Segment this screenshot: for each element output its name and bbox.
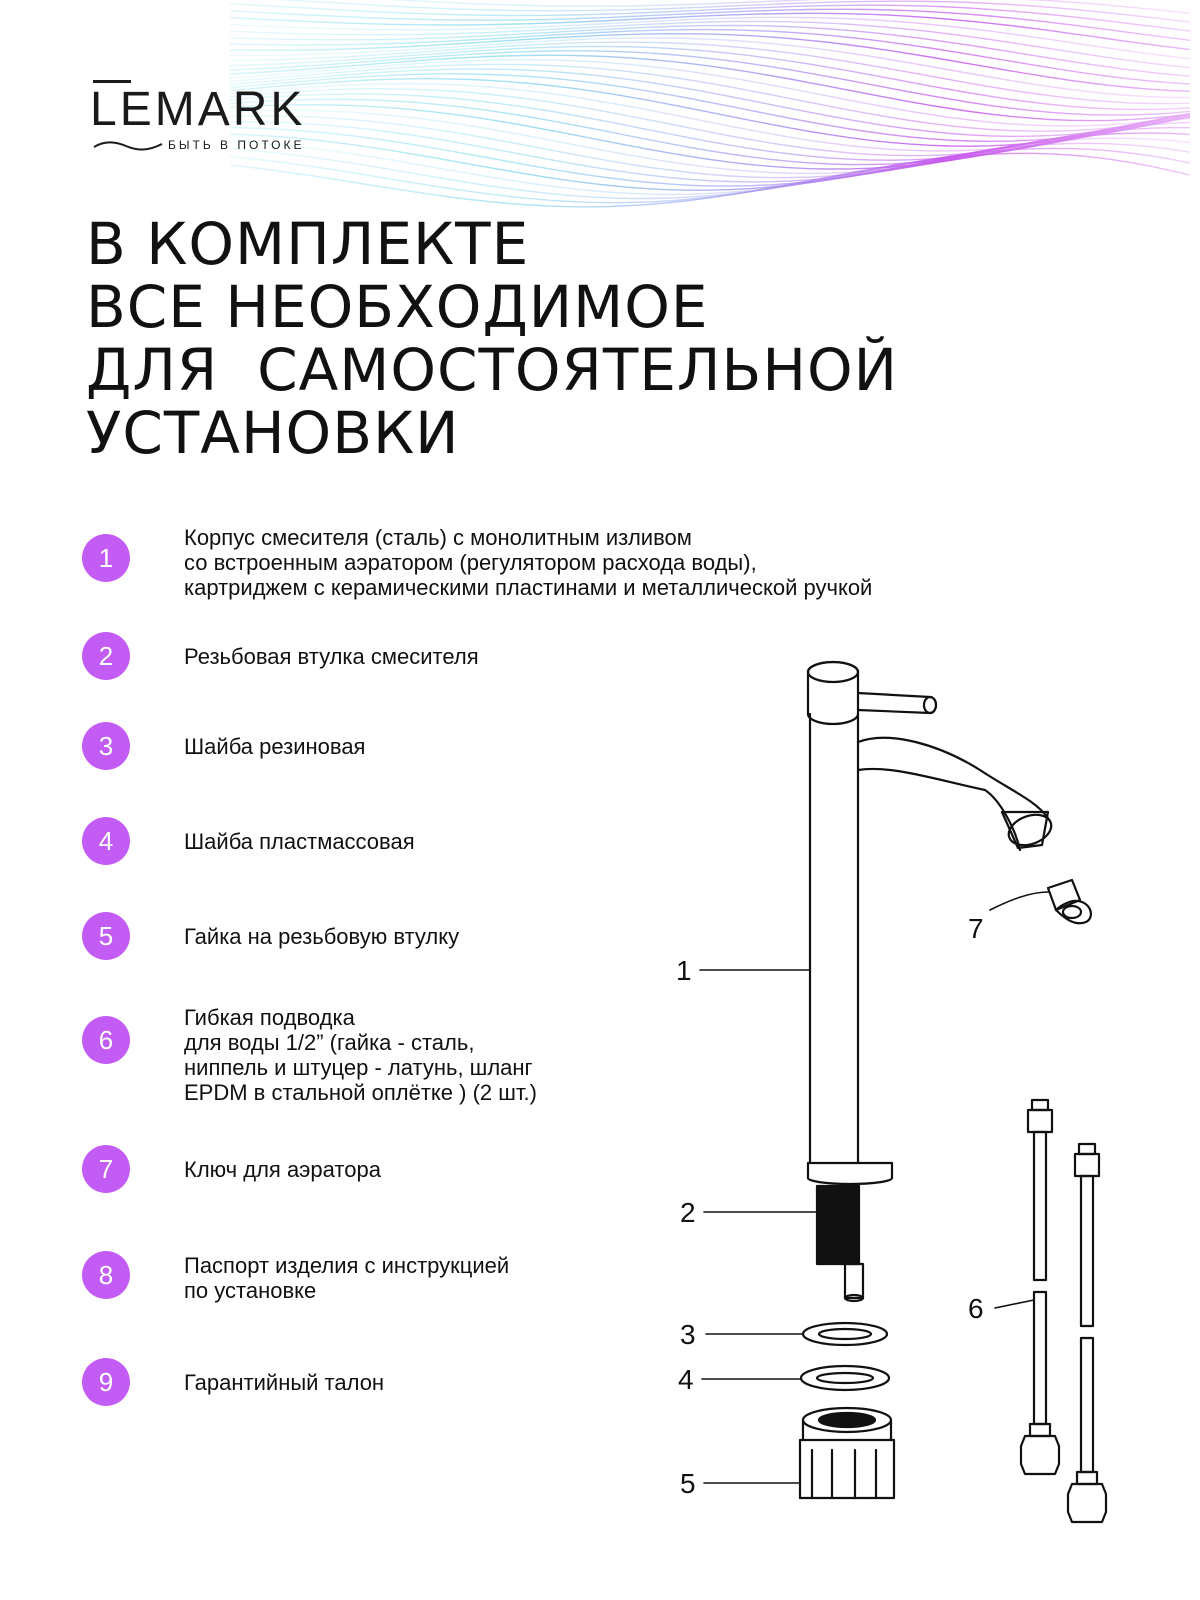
threaded-sleeve — [817, 1186, 863, 1301]
diagram-label: 6 — [968, 1293, 984, 1324]
item-number-badge: 1 — [82, 534, 130, 582]
page-headline — [86, 210, 898, 467]
item-text-line: Шайба пластмассовая — [184, 829, 415, 854]
item-text-line: со встроенным аэратором (регулятором расхода воды), — [184, 550, 757, 575]
item-text-line: ниппель и штуцер - латунь, шланг — [184, 1055, 533, 1080]
diagram-label: 1 — [676, 955, 692, 986]
brand-logo — [90, 83, 306, 152]
item-number-badge: 3 — [82, 722, 130, 770]
item-description — [184, 829, 415, 854]
item-description — [184, 924, 459, 949]
item-text-line: Гибкая подводка — [184, 1005, 355, 1030]
item-number-badge: 5 — [82, 912, 130, 960]
item-number-badge: 2 — [82, 632, 130, 680]
item-description — [184, 1370, 384, 1395]
brand-tagline: БЫТЬ В ПОТОКЕ — [168, 138, 305, 152]
diagram-label: 5 — [680, 1468, 696, 1499]
item-text-line: картриджем с керамическими пластинами и металлической ручкой — [184, 575, 873, 600]
item-text-line: для воды 1/2” (гайка - сталь, — [184, 1030, 475, 1055]
exploded-faucet-diagram — [640, 630, 1120, 1580]
flexible-hose — [1021, 1100, 1059, 1474]
wave-line — [230, 55, 1190, 120]
item-text-line: Резьбовая втулка смесителя — [184, 644, 479, 669]
faucet-body — [808, 662, 1055, 1184]
item-description — [184, 734, 365, 759]
diagram-label: 3 — [680, 1319, 696, 1350]
headline-line: В КОМПЛЕКТЕ — [86, 210, 530, 278]
item-description — [184, 1253, 509, 1303]
item-number-badge: 6 — [82, 1016, 130, 1064]
diagram-label: 7 — [968, 913, 984, 944]
rubber-washer — [803, 1323, 887, 1345]
item-description — [184, 1157, 381, 1182]
item-description — [184, 525, 872, 600]
callout-lines — [700, 892, 1048, 1483]
item-text-line: Ключ для аэратора — [184, 1157, 381, 1182]
mounting-nut — [800, 1408, 894, 1498]
item-number-badge: 4 — [82, 817, 130, 865]
item-text-line: Паспорт изделия с инструкцией — [184, 1253, 510, 1278]
item-text-line: Гайка на резьбовую втулку — [184, 924, 460, 949]
headline-line: ДЛЯ САМОСТОЯТЕЛЬНОЙ — [86, 336, 898, 404]
plastic-washer — [801, 1366, 889, 1390]
item-description — [184, 644, 479, 669]
item-text-line: Шайба резиновая — [184, 734, 366, 759]
brand-name: LEMARK — [90, 83, 306, 136]
item-text-line: по установке — [184, 1278, 317, 1303]
item-description — [184, 1005, 537, 1105]
item-text-line: EPDM в стальной оплётке ) (2 шт.) — [184, 1080, 537, 1105]
logo-accent-bar — [93, 80, 131, 83]
item-number-badge: 7 — [82, 1145, 130, 1193]
diagram-label: 2 — [680, 1197, 696, 1228]
item-number-badge: 8 — [82, 1251, 130, 1299]
item-text-line: Гарантийный талон — [184, 1370, 385, 1395]
headline-line: УСТАНОВКИ — [86, 399, 460, 467]
item-text-line: Корпус смесителя (сталь) с монолитным изливом — [184, 525, 692, 550]
item-number-badge: 9 — [82, 1358, 130, 1406]
diagram-label: 4 — [678, 1364, 694, 1395]
logo-wave-icon — [92, 139, 164, 151]
headline-line: ВСЕ НЕОБХОДИМОЕ — [86, 273, 709, 341]
wave-line — [230, 34, 1190, 92]
flexible-hose — [1068, 1144, 1106, 1522]
aerator-key — [1048, 880, 1091, 923]
